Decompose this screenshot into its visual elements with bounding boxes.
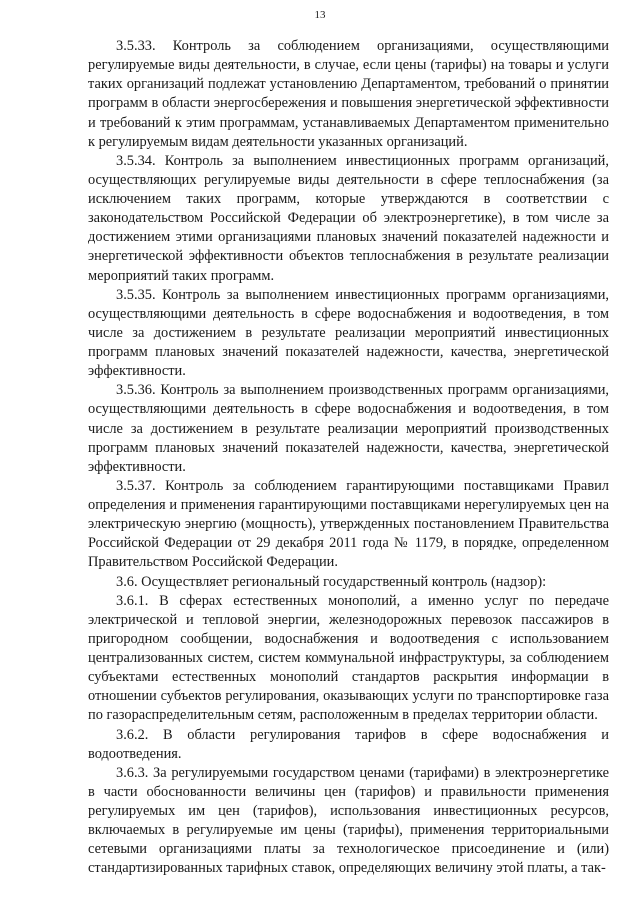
document-body <box>88 37 609 879</box>
paragraph-3-5-36: 3.5.36. Контроль за выполнением производственных программ организациями, осуществляющими деятельность в сфере водоснабжения и водоотведения, в том числе за достижением в результате реализации мероприятий производственных программ плановых значений показателей надежности, качества, энергетической эффективности. <box>88 382 609 475</box>
page-number: 13 <box>314 9 326 21</box>
paragraph-3-5-37: 3.5.37. Контроль за соблюдением гарантирующими поставщиками Правил определения и применения гарантирующими поставщиками нерегулируемых цен на электрическую энергию (мощность), утвержденных постановлением Правительства Российской Федерации от 29 декабря 2011 года № 1179, в порядке, определенном Правительством Российской Федерации. <box>88 477 609 571</box>
paragraph-3-6-2: 3.6.2. В области регулирования тарифов в сфере водоснабжения и водоотведения. <box>88 726 609 762</box>
paragraph-3-5-34: 3.5.34. Контроль за выполнением инвестиционных программ организаций, осуществляющих регулируемые виды деятельности в сфере теплоснабжения (за исключением таких программ, которые утверждаются в соответствии с законодательством Российской Федерации об электроэнергетике), в том числе за достижением этими организациями плановых значений показателей надежности и энергетической эффективности объектов теплоснабжения в результате реализации мероприятий таких программ. <box>88 152 609 284</box>
paragraph-3-6: 3.6. Осуществляет региональный государственный контроль (надзор): <box>116 573 547 590</box>
paragraph-3-6-1: 3.6.1. В сферах естественных монополий, а именно услуг по передаче электрической и тепловой энергии, железнодорожных перевозок пассажиров в пригородном сообщении, водоснабжения и водоотведения с использованием централизованных систем, систем коммунальной инфраструктуры, за соблюдением субъектами естественных монополий стандартов раскрытия информации в отношении субъектов регулирования, оказывающих услуги по транспортировке газа по газораспределительным сетям, расположенным в пределах территории области. <box>88 592 609 724</box>
paragraph-3-5-33: 3.5.33. Контроль за соблюдением организациями, осуществляющими регулируемые виды деятельности, в случае, если цены (тарифы) на товары и услуги таких организаций подлежат установлению Департаментом, требований о принятии программ в области энергосбережения и повышения энергетической эффективности и требований к этим программам, устанавливаемых Департаментом применительно к регулируемым видам деятельности указанных организаций. <box>88 38 609 150</box>
paragraph-3-6-3: 3.6.3. За регулируемыми государством ценами (тарифами) в электроэнергетике в части обоснованности величины цен (тарифов) и правильности применения регулируемых им цен (тарифов), использования инвестиционных ресурсов, включаемых в регулируемые им цены (тарифы), применения территориальными сетевыми организациями платы за технологическое присоединение и (или) стандартизированных тарифных ставок, определяющих величину этой платы, а так- <box>88 764 609 877</box>
paragraph-3-5-35: 3.5.35. Контроль за выполнением инвестиционных программ организациями, осуществляющими деятельность в сфере водоснабжения и водоотведения, в том числе за достижением в результате реализации мероприятий инвестиционных программ плановых значений показателей надежности, качества, энергетической эффективности. <box>88 286 609 380</box>
